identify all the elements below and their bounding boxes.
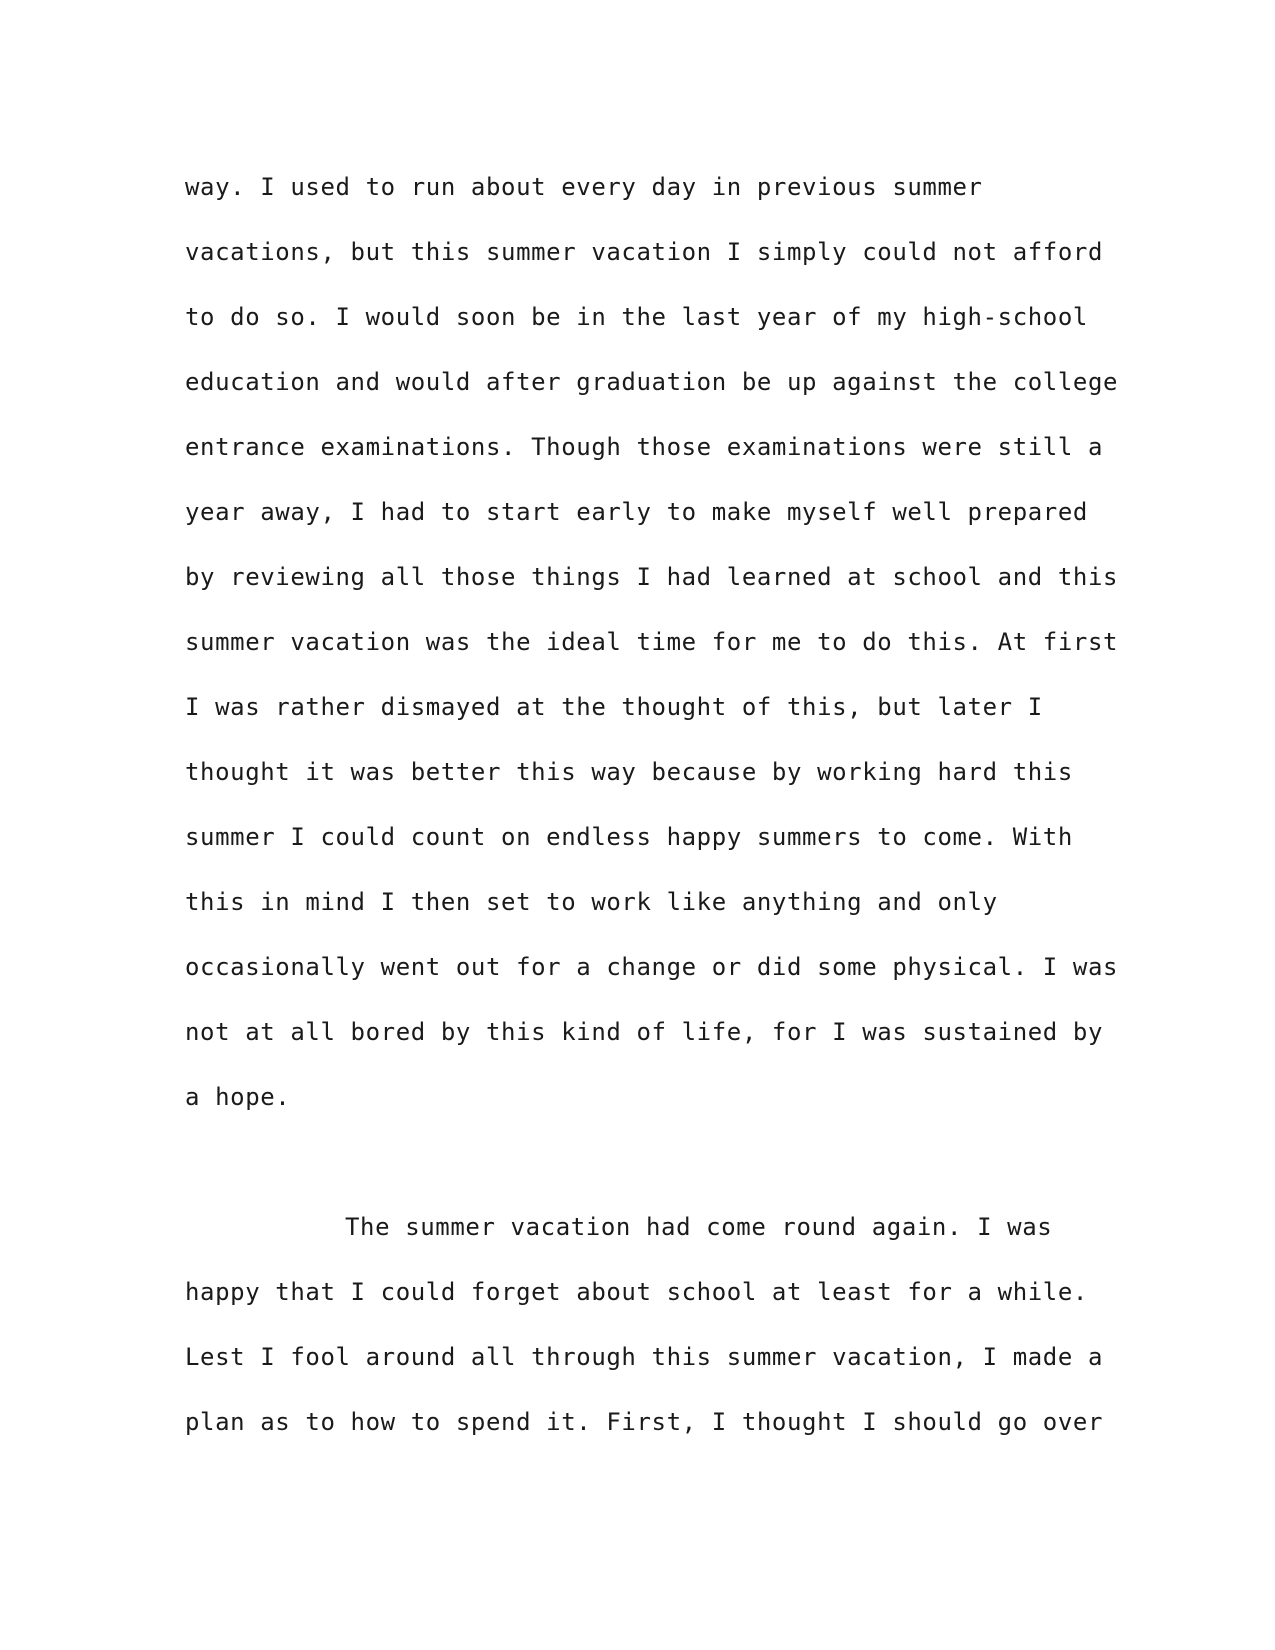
text-line-indented: The summer vacation had come round again. I was bbox=[345, 1213, 1053, 1241]
text-line: not at all bored by this kind of life, for I was sustained by bbox=[185, 1018, 1104, 1046]
text-line: to do so. I would soon be in the last year of my high-school bbox=[185, 303, 1088, 331]
text-line: plan as to how to spend it. First, I thought I should go over bbox=[185, 1408, 1104, 1436]
text-line: education and would after graduation be up against the college bbox=[185, 368, 1119, 396]
text-line: summer vacation was the ideal time for me to do this. At first bbox=[185, 628, 1119, 656]
text-line: this in mind I then set to work like anything and only bbox=[185, 888, 998, 916]
paragraph-2 bbox=[185, 1195, 1105, 1455]
text-line: entrance examinations. Though those examinations were still a bbox=[185, 433, 1104, 461]
text-line: a hope. bbox=[185, 1083, 291, 1111]
text-line: summer I could count on endless happy summers to come. With bbox=[185, 823, 1073, 851]
text-line: I was rather dismayed at the thought of this, but later I bbox=[185, 693, 1043, 721]
text-line: Lest I fool around all through this summer vacation, I made a bbox=[185, 1343, 1104, 1371]
text-line: happy that I could forget about school at least for a while. bbox=[185, 1278, 1088, 1306]
text-line: thought it was better this way because by working hard this bbox=[185, 758, 1073, 786]
text-line: way. I used to run about every day in previous summer bbox=[185, 173, 983, 201]
text-line: occasionally went out for a change or did some physical. I was bbox=[185, 953, 1119, 981]
text-line: by reviewing all those things I had learned at school and this bbox=[185, 563, 1119, 591]
paragraph-1 bbox=[185, 155, 1119, 1130]
text-line: year away, I had to start early to make myself well prepared bbox=[185, 498, 1088, 526]
text-line: vacations, but this summer vacation I simply could not afford bbox=[185, 238, 1104, 266]
